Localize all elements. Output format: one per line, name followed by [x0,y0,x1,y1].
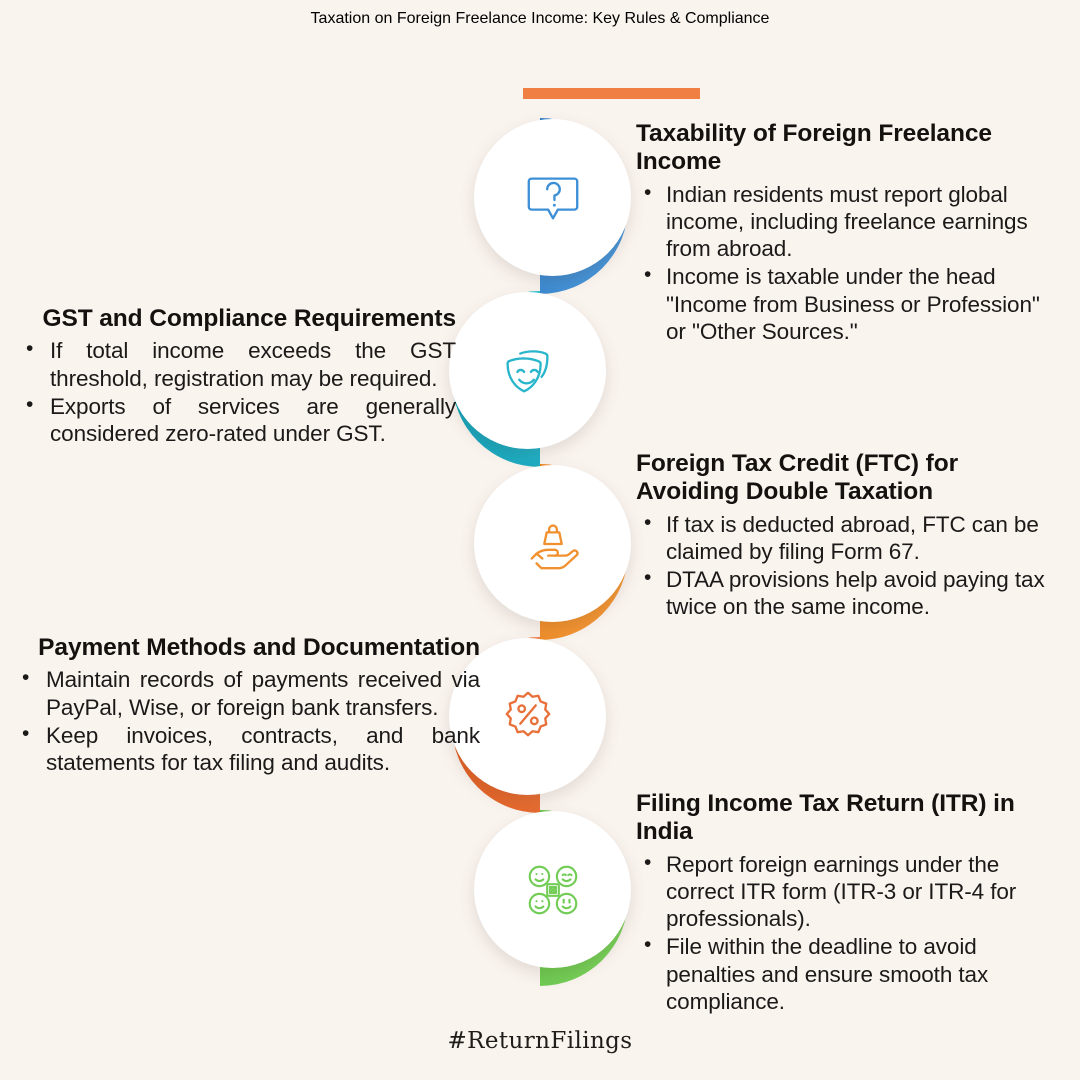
node-1 [440,110,640,310]
theater-masks-icon [497,340,559,402]
block-heading: GST and Compliance Requirements [42,305,456,332]
list-item: • Keep invoices, contracts, and bank statements for tax filing and audits. [46,722,480,776]
block-bullet-list [24,666,480,776]
icon-disc-5 [474,811,631,968]
icon-disc-2 [449,292,606,449]
list-item: • DTAA provisions help avoid paying tax twice on the same income. [666,566,1056,620]
smiley-group-icon [522,859,584,921]
node-3 [440,456,640,656]
block-bullet-list [636,511,1056,621]
block-bullet-list [28,337,456,447]
list-item: • Exports of services are generally considered zero-rated under GST. [50,393,456,447]
block-heading: Taxability of Foreign Freelance Income [636,120,992,176]
node-chain [440,110,640,1010]
icon-disc-1 [474,119,631,276]
percent-badge-icon [497,686,559,748]
block-bullet-list [636,181,1056,345]
question-speech-bubble-icon [522,167,584,229]
block-heading: Foreign Tax Credit (FTC) for Avoiding Double Taxation [636,450,959,506]
list-item: • If total income exceeds the GST threshold, registration may be required. [50,337,456,391]
footer-hashtag: #ReturnFilings [447,1028,633,1054]
node-5 [440,802,640,1002]
content-block-taxability [636,120,1056,346]
icon-disc-3 [474,465,631,622]
list-item: • Income is taxable under the head "Income from Business or Profession" or "Other Sources." [666,263,1056,345]
block-heading: Payment Methods and Documentation [38,634,480,661]
block-heading: Filing Income Tax Return (ITR) in India [636,790,1015,846]
title-text: Taxation on Foreign Freelance Income: Key Rules & Compliance [310,10,770,27]
list-item: • Report foreign earnings under the correct ITR form (ITR-3 or ITR-4 for professionals). [666,851,1056,933]
node-2 [440,283,640,483]
list-item: • File within the deadline to avoid penalties and ensure smooth tax compliance. [666,933,1056,1015]
block-bullet-list [636,851,1056,1015]
hand-holding-bag-icon [522,513,584,575]
content-block-foreign-tax-credit [636,450,1056,622]
content-block-filing-itr [636,790,1056,1016]
list-item: • Indian residents must report global income, including freelance earnings from abroad. [666,181,1056,263]
content-block-gst-compliance [28,305,456,448]
title-highlight-bar [523,88,700,99]
list-item: • If tax is deducted abroad, FTC can be claimed by filing Form 67. [666,511,1056,565]
content-block-payment-methods [24,634,480,777]
list-item: • Maintain records of payments received via PayPal, Wise, or foreign bank transfers. [46,666,480,720]
page-title [40,10,1040,28]
